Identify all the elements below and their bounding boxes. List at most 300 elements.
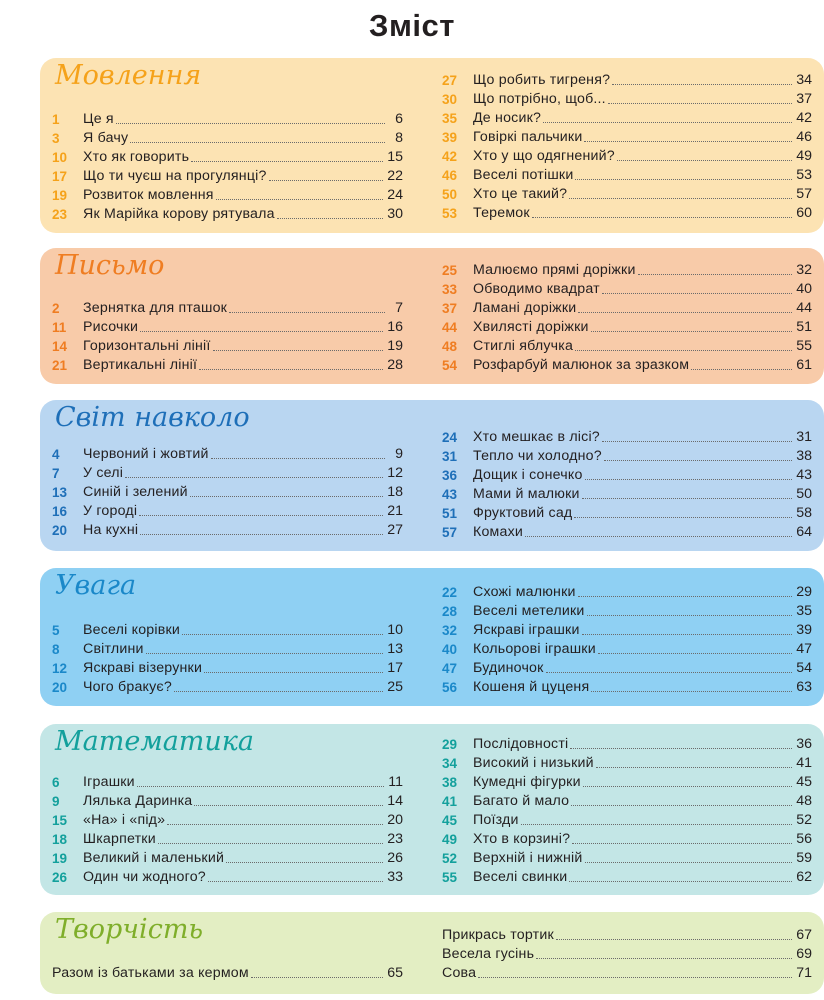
page-number: 14: [387, 793, 403, 809]
dot-leader: [575, 179, 792, 180]
page-number: 8: [395, 130, 403, 146]
page-number: 41: [796, 755, 812, 771]
toc-entry[interactable]: [442, 428, 812, 447]
lesson-number: 20: [52, 523, 68, 538]
lesson-number: 4: [52, 447, 60, 462]
lesson-title: Кумедні фігурки: [473, 774, 581, 790]
dot-leader: [204, 672, 383, 673]
page-number: 25: [387, 679, 403, 695]
lesson-title: Горизонтальні лінії: [83, 338, 211, 354]
lesson-title: Обводимо квадрат: [473, 281, 600, 297]
lesson-title: Ламані доріжки: [473, 300, 577, 316]
toc-entry[interactable]: [442, 792, 812, 811]
page-number: 69: [796, 946, 812, 962]
toc-entry[interactable]: [52, 621, 403, 640]
page-number: 43: [796, 467, 812, 483]
dot-leader: [536, 958, 792, 959]
dot-leader: [578, 596, 793, 597]
page-number: 12: [387, 465, 403, 481]
dot-leader: [604, 460, 792, 461]
lesson-title: Малюємо прямі доріжки: [473, 262, 636, 278]
lesson-number: 22: [442, 585, 458, 600]
lesson-number: 50: [442, 187, 458, 202]
lesson-number: 20: [52, 680, 68, 695]
lesson-title: Сова: [442, 965, 477, 981]
lesson-title: Разом із батьками за кермом: [52, 965, 249, 981]
dot-leader: [598, 653, 792, 654]
toc-entry[interactable]: [442, 621, 812, 640]
dot-leader: [130, 142, 385, 143]
page-number: 26: [387, 850, 403, 866]
toc-entry[interactable]: [52, 868, 403, 887]
section-2: [40, 400, 824, 551]
dot-leader: [229, 312, 385, 313]
lesson-title: Лялька Даринка: [83, 793, 193, 809]
lesson-number: 48: [442, 339, 458, 354]
lesson-title: Мами й малюки: [473, 486, 580, 502]
lesson-title: Веселі потішки: [473, 167, 574, 183]
lesson-title: Тепло чи холодно?: [473, 448, 602, 464]
dot-leader: [521, 824, 793, 825]
dot-leader: [226, 862, 383, 863]
page-number: 48: [796, 793, 812, 809]
lesson-title: Верхній і нижній: [473, 850, 583, 866]
page-number: 37: [796, 91, 812, 107]
lesson-title: Комахи: [473, 524, 524, 540]
page-number: 71: [796, 965, 812, 981]
page-number: 40: [796, 281, 812, 297]
toc-column-left: [52, 299, 403, 375]
toc-entry[interactable]: [442, 466, 812, 485]
section-title: Увага: [55, 570, 137, 601]
lesson-title: Хвилясті доріжки: [473, 319, 589, 335]
section-title: Письмо: [55, 250, 165, 281]
section-1: [40, 248, 824, 384]
toc-entry[interactable]: [442, 447, 812, 466]
lesson-title: «На» і «під»: [83, 812, 166, 828]
toc-entry[interactable]: [52, 110, 403, 129]
toc-entry[interactable]: [52, 167, 403, 186]
dot-leader: [194, 805, 383, 806]
lesson-title: Схожі малюнки: [473, 584, 576, 600]
toc-column-left: [52, 110, 403, 224]
toc-entry[interactable]: [442, 280, 812, 299]
toc-entry[interactable]: [442, 318, 812, 337]
lesson-number: 34: [442, 756, 458, 771]
dot-leader: [583, 786, 793, 787]
dot-leader: [140, 534, 383, 535]
dot-leader: [571, 805, 792, 806]
toc-entry[interactable]: [442, 678, 812, 697]
lesson-title: Говіркі пальчики: [473, 129, 583, 145]
toc-entry[interactable]: [52, 356, 403, 375]
page-number: 63: [796, 679, 812, 695]
dot-leader: [199, 369, 383, 370]
lesson-title: Вертикальні лінії: [83, 357, 198, 373]
toc-column-left: [52, 621, 403, 697]
lesson-title: Світлини: [83, 641, 144, 657]
toc-entry[interactable]: [442, 964, 812, 983]
page-number: 64: [796, 524, 812, 540]
dot-leader: [569, 198, 792, 199]
toc-entry[interactable]: [52, 811, 403, 830]
lesson-number: 6: [52, 775, 60, 790]
toc-entry[interactable]: [442, 868, 812, 887]
toc-entry[interactable]: [442, 735, 812, 754]
toc-entry[interactable]: [52, 830, 403, 849]
page-number: 15: [387, 149, 403, 165]
lesson-number: 36: [442, 468, 458, 483]
lesson-title: Шкарпетки: [83, 831, 156, 847]
dot-leader: [277, 218, 384, 219]
page-number: 62: [796, 869, 812, 885]
lesson-title: Фруктовий сад: [473, 505, 573, 521]
lesson-title: Рисочки: [83, 319, 139, 335]
section-title: Мовлення: [55, 60, 202, 91]
toc-entry[interactable]: [52, 318, 403, 337]
page-number: 6: [395, 111, 403, 127]
lesson-number: 51: [442, 506, 458, 521]
toc-entry[interactable]: [442, 485, 812, 504]
lesson-number: 46: [442, 168, 458, 183]
lesson-number: 24: [442, 430, 458, 445]
lesson-title: Хто мешкає в лісі?: [473, 429, 600, 445]
toc-entry[interactable]: [442, 504, 812, 523]
dot-leader: [167, 824, 383, 825]
section-4: [40, 724, 824, 895]
lesson-number: 35: [442, 111, 458, 126]
toc-entry[interactable]: [442, 71, 812, 90]
lesson-number: 14: [52, 339, 68, 354]
lesson-title: Дощик і сонечко: [473, 467, 583, 483]
page-number: 31: [796, 429, 812, 445]
lesson-number: 10: [52, 150, 68, 165]
dot-leader: [582, 498, 793, 499]
page-number: 49: [796, 148, 812, 164]
lesson-number: 5: [52, 623, 60, 638]
toc-entry[interactable]: [442, 128, 812, 147]
lesson-number: 23: [52, 207, 68, 222]
lesson-title: Великий і маленький: [83, 850, 225, 866]
lesson-title: Хто це такий?: [473, 186, 568, 202]
dot-leader: [584, 141, 792, 142]
page-number: 46: [796, 129, 812, 145]
lesson-title: У селі: [83, 465, 124, 481]
dot-leader: [139, 515, 383, 516]
dot-leader: [574, 517, 792, 518]
section-0: [40, 58, 824, 233]
dot-leader: [190, 496, 383, 497]
dot-leader: [208, 881, 383, 882]
dot-leader: [572, 843, 792, 844]
lesson-number: 26: [52, 870, 68, 885]
page-number: 33: [387, 869, 403, 885]
toc-entry[interactable]: [52, 849, 403, 868]
page-number: 59: [796, 850, 812, 866]
toc-entry[interactable]: [442, 849, 812, 868]
dot-leader: [146, 653, 384, 654]
lesson-title: Хто у що одягнений?: [473, 148, 615, 164]
toc-entry[interactable]: [442, 773, 812, 792]
toc-entry[interactable]: [442, 90, 812, 109]
lesson-number: 16: [52, 504, 68, 519]
lesson-title: Високий і низький: [473, 755, 594, 771]
lesson-number: 33: [442, 282, 458, 297]
lesson-number: 28: [442, 604, 458, 619]
lesson-number: 11: [52, 320, 67, 335]
lesson-number: 12: [52, 661, 68, 676]
page-number: 32: [796, 262, 812, 278]
page-number: 45: [796, 774, 812, 790]
lesson-number: 42: [442, 149, 458, 164]
page-number: 21: [387, 503, 403, 519]
toc-entry[interactable]: [442, 754, 812, 773]
toc-entry[interactable]: [442, 204, 812, 223]
page-title: Зміст: [369, 8, 455, 43]
dot-leader: [587, 615, 793, 616]
page-number: 17: [387, 660, 403, 676]
toc-entry[interactable]: [442, 602, 812, 621]
dot-leader: [182, 634, 383, 635]
dot-leader: [543, 122, 792, 123]
dot-leader: [546, 672, 793, 673]
lesson-number: 9: [52, 794, 60, 809]
lesson-number: 27: [442, 73, 458, 88]
toc-entry[interactable]: [52, 659, 403, 678]
lesson-number: 38: [442, 775, 458, 790]
page-number: 56: [796, 831, 812, 847]
page-number: 57: [796, 186, 812, 202]
lesson-number: 21: [52, 358, 68, 373]
lesson-title: Стиглі яблучка: [473, 338, 574, 354]
page-number: 16: [387, 319, 403, 335]
page-number: 22: [387, 168, 403, 184]
lesson-title: Хто як говорить: [83, 149, 190, 165]
page-number: 58: [796, 505, 812, 521]
toc-entry[interactable]: [52, 640, 403, 659]
page-number: 60: [796, 205, 812, 221]
page-number: 35: [796, 603, 812, 619]
toc-entry[interactable]: [442, 830, 812, 849]
dot-leader: [570, 748, 792, 749]
lesson-number: 1: [52, 112, 60, 127]
lesson-number: 43: [442, 487, 458, 502]
page-number: 24: [387, 187, 403, 203]
page-number: 19: [387, 338, 403, 354]
toc-entry[interactable]: [52, 186, 403, 205]
page-number: 54: [796, 660, 812, 676]
lesson-title: Кошеня й цуценя: [473, 679, 590, 695]
toc-entry[interactable]: [442, 185, 812, 204]
page-number: 55: [796, 338, 812, 354]
dot-leader: [591, 331, 793, 332]
lesson-title: Послідовності: [473, 736, 569, 752]
page-number: 23: [387, 831, 403, 847]
toc-entry[interactable]: [52, 205, 403, 224]
lesson-number: 54: [442, 358, 458, 373]
lesson-title: Яскраві іграшки: [473, 622, 580, 638]
toc-entry[interactable]: [442, 583, 812, 602]
dot-leader: [612, 84, 792, 85]
lesson-number: 52: [442, 851, 458, 866]
lesson-title: Поїзди: [473, 812, 519, 828]
dot-leader: [575, 350, 792, 351]
page-number: 7: [395, 300, 403, 316]
lesson-number: 31: [442, 449, 458, 464]
dot-leader: [140, 331, 383, 332]
toc-entry[interactable]: [52, 337, 403, 356]
page-number: 67: [796, 927, 812, 943]
lesson-title: Багато й мало: [473, 793, 570, 809]
toc-column-right: [442, 428, 812, 542]
toc-entry[interactable]: [52, 521, 403, 540]
lesson-number: 25: [442, 263, 458, 278]
lesson-title: Розфарбуй малюнок за зразком: [473, 357, 690, 373]
toc-entry[interactable]: [52, 792, 403, 811]
lesson-number: 19: [52, 188, 68, 203]
lesson-number: 29: [442, 737, 458, 752]
toc-column-right: [442, 735, 812, 887]
page-number: 27: [387, 522, 403, 538]
lesson-number: 49: [442, 832, 458, 847]
lesson-title: Що робить тигреня?: [473, 72, 611, 88]
dot-leader: [137, 786, 384, 787]
toc-entry[interactable]: [442, 811, 812, 830]
toc-entry[interactable]: [442, 640, 812, 659]
toc-entry[interactable]: [442, 147, 812, 166]
toc-entry[interactable]: [442, 109, 812, 128]
page-number: 38: [796, 448, 812, 464]
toc-column-left: [52, 773, 403, 887]
lesson-number: 18: [52, 832, 68, 847]
dot-leader: [191, 161, 383, 162]
dot-leader: [602, 293, 792, 294]
dot-leader: [591, 691, 792, 692]
toc-entry[interactable]: [52, 483, 403, 502]
lesson-number: 41: [442, 794, 458, 809]
lesson-number: 56: [442, 680, 458, 695]
toc-entry[interactable]: [52, 299, 403, 318]
page-number: 42: [796, 110, 812, 126]
page-number: 39: [796, 622, 812, 638]
dot-leader: [251, 977, 383, 978]
dot-leader: [569, 881, 792, 882]
lesson-title: Червоний і жовтий: [83, 446, 209, 462]
page-number: 50: [796, 486, 812, 502]
toc-entry[interactable]: [442, 299, 812, 318]
lesson-number: 15: [52, 813, 68, 828]
toc-entry[interactable]: [52, 445, 403, 464]
lesson-number: 55: [442, 870, 458, 885]
toc-column-right: [442, 926, 812, 983]
page-number: 18: [387, 484, 403, 500]
page-number: 10: [387, 622, 403, 638]
lesson-number: 19: [52, 851, 68, 866]
toc-entry[interactable]: [442, 945, 812, 964]
dot-leader: [585, 479, 793, 480]
lesson-title: Зернятка для пташок: [83, 300, 228, 316]
toc-entry[interactable]: [52, 502, 403, 521]
dot-leader: [596, 767, 792, 768]
lesson-title: Веселі свинки: [473, 869, 568, 885]
page-number: 61: [796, 357, 812, 373]
page-number: 29: [796, 584, 812, 600]
lesson-number: 32: [442, 623, 458, 638]
lesson-title: Іграшки: [83, 774, 135, 790]
lesson-title: Розвиток мовлення: [83, 187, 214, 203]
toc-entry[interactable]: [442, 659, 812, 678]
toc-entry[interactable]: [442, 337, 812, 356]
page-number: 20: [387, 812, 403, 828]
dot-leader: [608, 103, 792, 104]
lesson-title: Що потрібно, щоб...: [473, 91, 606, 107]
dot-leader: [532, 217, 792, 218]
toc-entry[interactable]: [442, 356, 812, 375]
toc-entry[interactable]: [52, 148, 403, 167]
toc-entry[interactable]: [52, 773, 403, 792]
toc-entry[interactable]: [442, 166, 812, 185]
toc-column-right: [442, 583, 812, 697]
dot-leader: [638, 274, 793, 275]
page-number: 65: [387, 965, 403, 981]
toc-entry[interactable]: [442, 523, 812, 542]
lesson-number: 2: [52, 301, 60, 316]
lesson-title: Яскраві візерунки: [83, 660, 203, 676]
dot-leader: [269, 180, 384, 181]
lesson-title: Весела гусінь: [442, 946, 535, 962]
toc-entry[interactable]: [52, 129, 403, 148]
lesson-number: 39: [442, 130, 458, 145]
section-5: [40, 912, 824, 994]
lesson-title: Синій і зелений: [83, 484, 188, 500]
lesson-title: На кухні: [83, 522, 139, 538]
page-number: 44: [796, 300, 812, 316]
page-number: 30: [387, 206, 403, 222]
page-number: 52: [796, 812, 812, 828]
lesson-number: 53: [442, 206, 458, 221]
toc-column-right: [442, 71, 812, 223]
lesson-title: Хто в корзині?: [473, 831, 571, 847]
toc-entry[interactable]: [52, 464, 403, 483]
toc-entry[interactable]: [442, 926, 812, 945]
section-3: [40, 568, 824, 706]
lesson-title: Як Марійка корову рятувала: [83, 206, 275, 222]
lesson-title: Прикрась тортик: [442, 927, 554, 943]
page-number: 9: [395, 446, 403, 462]
lesson-title: Це я: [83, 111, 114, 127]
dot-leader: [158, 843, 383, 844]
dot-leader: [582, 634, 793, 635]
toc-entry[interactable]: [52, 964, 403, 983]
dot-leader: [213, 350, 384, 351]
page-number: 47: [796, 641, 812, 657]
toc-entry[interactable]: [442, 261, 812, 280]
toc-entry[interactable]: [52, 678, 403, 697]
lesson-number: 45: [442, 813, 458, 828]
dot-leader: [478, 977, 792, 978]
dot-leader: [617, 160, 792, 161]
page-number: 34: [796, 72, 812, 88]
lesson-number: 7: [52, 466, 60, 481]
lesson-title: Теремок: [473, 205, 530, 221]
dot-leader: [602, 441, 792, 442]
toc-column-left: [52, 964, 403, 983]
page-number: 28: [387, 357, 403, 373]
page-number: 51: [796, 319, 812, 335]
lesson-title: Що ти чуєш на прогулянці?: [83, 168, 267, 184]
lesson-number: 3: [52, 131, 60, 146]
lesson-number: 30: [442, 92, 458, 107]
